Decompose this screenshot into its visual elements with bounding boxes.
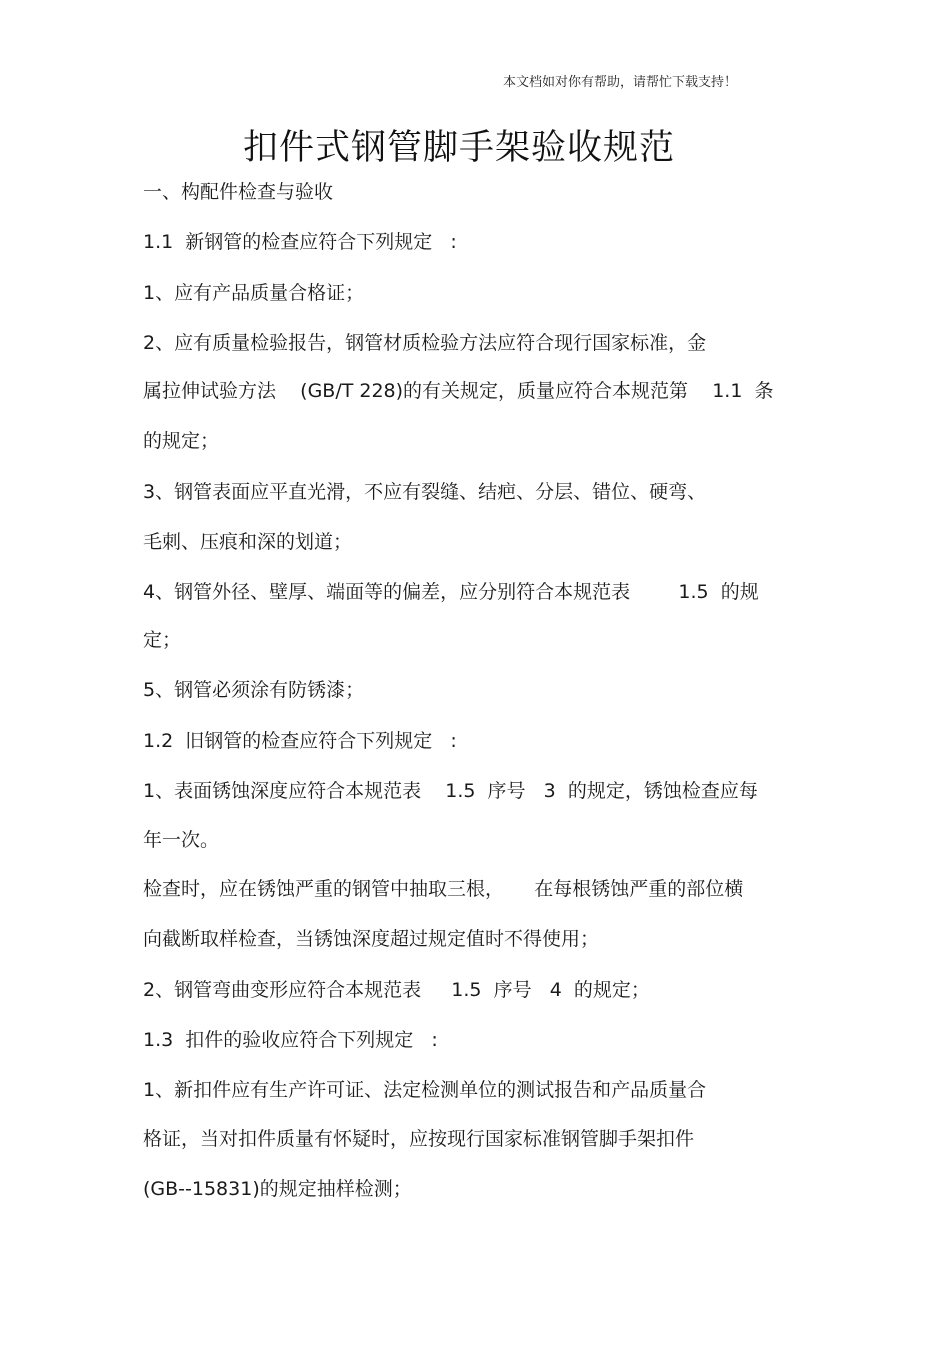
paragraph-line: 毛刺、压痕和深的划道； <box>143 531 353 553</box>
paragraph-line: 4、钢管外径、壁厚、端面等的偏差，应分别符合本规范表 1.5 的规 <box>143 581 759 603</box>
header-note: 本文档如对你有帮助，请帮忙下载支持！ <box>503 75 738 90</box>
paragraph-line: 检查时，应在锈蚀严重的钢管中抽取三根， 在每根锈蚀严重的部位横 <box>143 878 744 900</box>
paragraph-line: 1、表面锈蚀深度应符合本规范表 1.5 序号 3 的规定，锈蚀检查应每 <box>143 780 758 802</box>
paragraph-line: 1、新扣件应有生产许可证、法定检测单位的测试报告和产品质量合 <box>143 1079 707 1101</box>
paragraph-line: (GB--15831)的规定抽样检测； <box>143 1178 412 1200</box>
paragraph-line: 格证，当对扣件质量有怀疑时，应按现行国家标准钢管脚手架扣件 <box>143 1128 695 1150</box>
subsection-heading: 1.3 扣件的验收应符合下列规定 : <box>143 1029 438 1051</box>
section-heading: 一、构配件检查与验收 <box>143 181 334 203</box>
paragraph-line: 的规定； <box>143 430 220 452</box>
document-title: 扣件式钢管脚手架验收规范 <box>242 128 675 168</box>
paragraph-line: 5、钢管必须涂有防锈漆； <box>143 679 365 701</box>
paragraph-line: 1、应有产品质量合格证； <box>143 282 365 304</box>
paragraph-line: 3、钢管表面应平直光滑，不应有裂缝、结疤、分层、错位、硬弯、 <box>143 481 707 503</box>
paragraph-line: 2、应有质量检验报告，钢管材质检验方法应符合现行国家标准，金 <box>143 332 707 354</box>
paragraph-line: 2、钢管弯曲变形应符合本规范表 1.5 序号 4 的规定； <box>143 979 650 1001</box>
subsection-heading: 1.1 新钢管的检查应符合下列规定 : <box>143 231 457 253</box>
paragraph-line: 属拉伸试验方法 (GB/T 228)的有关规定，质量应符合本规范第 1.1 条 <box>143 380 774 402</box>
paragraph-line: 向截断取样检查，当锈蚀深度超过规定值时不得使用； <box>143 928 600 950</box>
subsection-heading: 1.2 旧钢管的检查应符合下列规定 : <box>143 730 457 752</box>
paragraph-line: 年一次。 <box>143 829 220 851</box>
paragraph-line: 定； <box>143 629 182 651</box>
